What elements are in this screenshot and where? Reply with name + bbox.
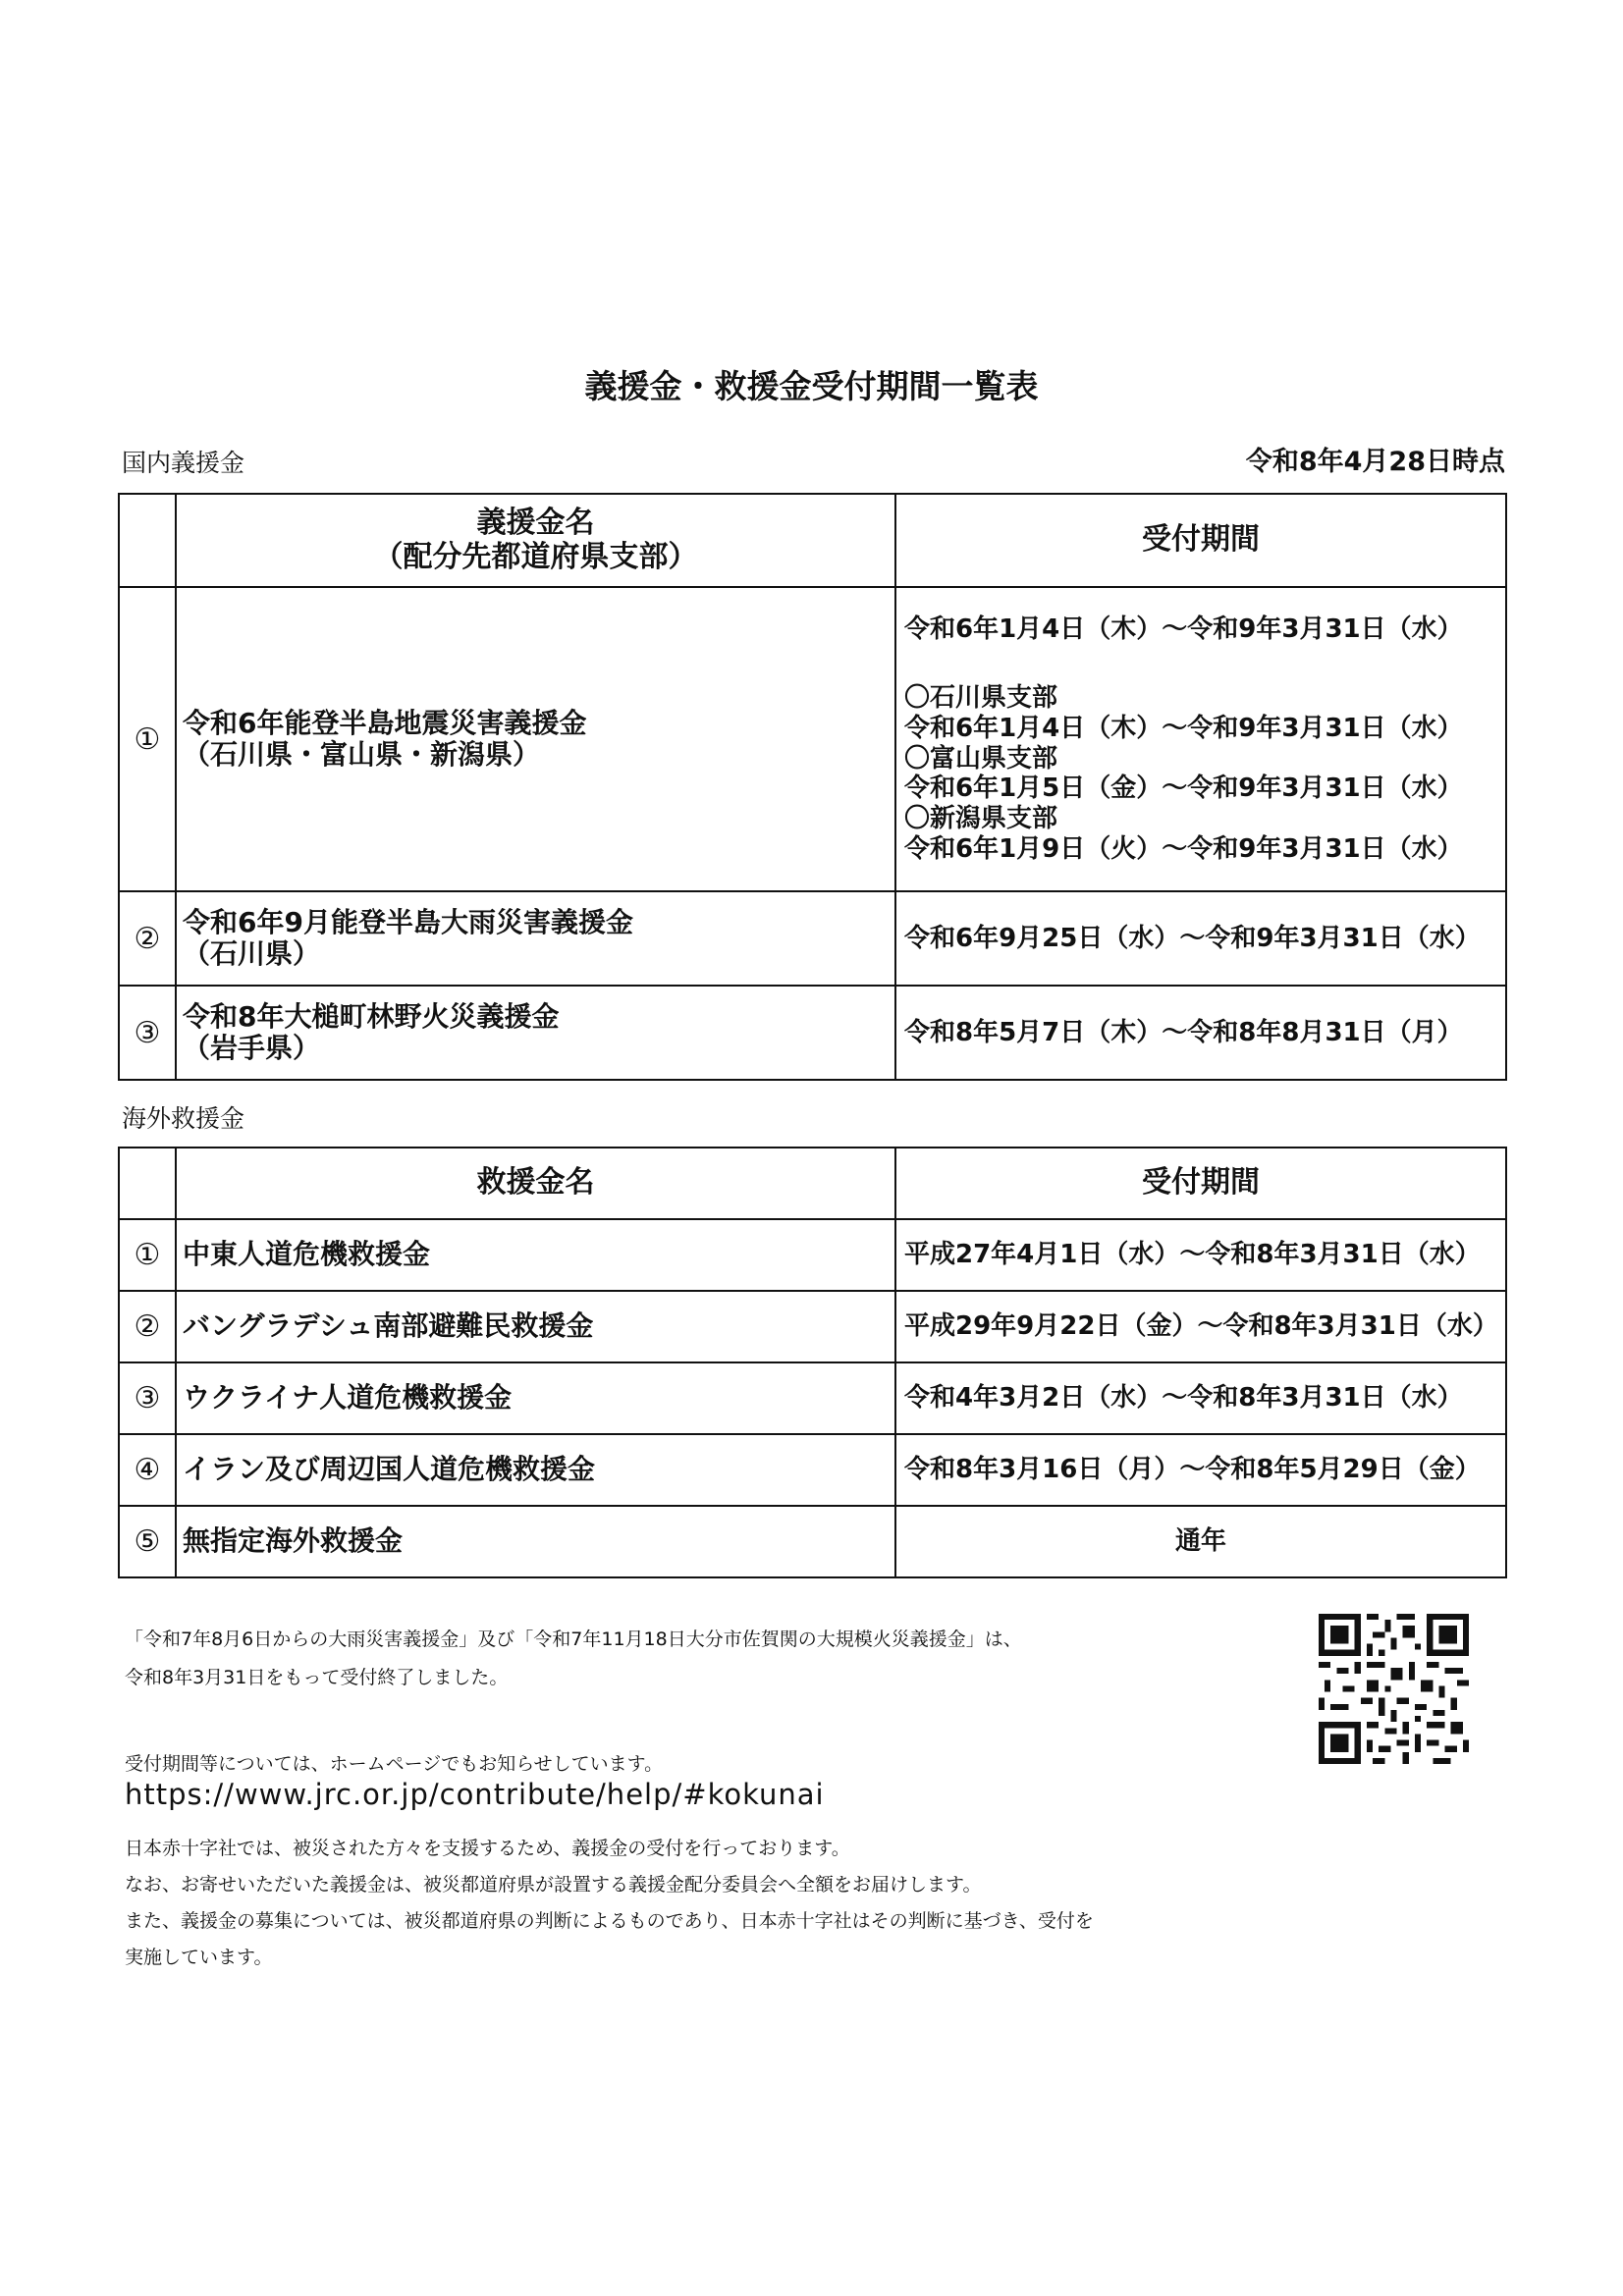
overseas-section-label: 海外救援金 xyxy=(122,1104,245,1133)
qr-code-icon[interactable] xyxy=(1319,1614,1469,1764)
fund-name-cell xyxy=(176,986,895,1080)
fund-name: 令和6年能登半島地震災害義援金 xyxy=(183,706,587,739)
fund-name: イラン及び周辺国人道危機救援金 xyxy=(176,1434,895,1506)
homepage-notice: 受付期間等については、ホームページでもお知らせしています。 xyxy=(125,1753,664,1775)
header-num-cell xyxy=(119,494,176,587)
fund-region: （石川県） xyxy=(183,937,321,970)
fund-name: 無指定海外救援金 xyxy=(176,1506,895,1577)
table-row xyxy=(119,587,1506,891)
footer-line3: また、義援金の募集については、被災都道府県の判断によるものであり、日本赤十字社はその判断に基づき、受付を xyxy=(125,1910,1094,1932)
fund-region: （岩手県） xyxy=(183,1032,321,1064)
domestic-header-row xyxy=(119,494,1506,587)
fund-region: （石川県・富山県・新潟県） xyxy=(183,738,541,771)
branch-label-toyama: 〇富山県支部 xyxy=(904,743,1058,774)
branch-period-niigata: 令和6年1月9日（火）～令和9年3月31日（水） xyxy=(904,833,1463,864)
closed-notice-line2: 令和8年3月31日をもって受付終了しました。 xyxy=(125,1667,509,1688)
branch-label-ishikawa: 〇石川県支部 xyxy=(904,683,1058,714)
period-cell: 平成27年4月1日（水）～令和8年3月31日（水） xyxy=(895,1219,1506,1291)
row-number: ③ xyxy=(119,986,176,1080)
fund-name: 中東人道危機救援金 xyxy=(176,1219,895,1291)
period-main: 令和6年1月4日（木）～令和9年3月31日（水） xyxy=(904,614,1463,644)
row-number: ② xyxy=(119,891,176,986)
as-of-date: 令和8年4月28日時点 xyxy=(1245,447,1505,477)
fund-name: 令和6年9月能登半島大雨災害義援金 xyxy=(183,905,633,938)
header-name-line2: （配分先都道府県支部） xyxy=(373,539,698,574)
domestic-section-label: 国内義援金 xyxy=(122,449,245,477)
period-cell: 令和8年5月7日（木）～令和8年8月31日（月） xyxy=(895,986,1506,1080)
homepage-link[interactable]: https://www.jrc.or.jp/contribute/help/#kokunai xyxy=(125,1778,825,1811)
footer-line1: 日本赤十字社では、被災された方々を支援するため、義援金の受付を行っております。 xyxy=(125,1838,850,1859)
header-name-cell: 救援金名 xyxy=(176,1148,895,1219)
row-number: ⑤ xyxy=(119,1506,176,1577)
footer-line4: 実施しています。 xyxy=(125,1947,273,1968)
overseas-header-row xyxy=(119,1148,1506,1219)
table-row xyxy=(119,1434,1506,1506)
table-row xyxy=(119,1506,1506,1577)
fund-name: ウクライナ人道危機救援金 xyxy=(176,1362,895,1434)
header-name-line1: 義援金名 xyxy=(476,506,595,540)
table-row xyxy=(119,986,1506,1080)
row-number: ② xyxy=(119,1291,176,1362)
domestic-table xyxy=(118,493,1507,1081)
table-row xyxy=(119,891,1506,986)
header-num-cell xyxy=(119,1148,176,1219)
table-row xyxy=(119,1219,1506,1291)
row-number: ① xyxy=(119,1219,176,1291)
fund-name-cell xyxy=(176,587,895,891)
header-period-cell: 受付期間 xyxy=(895,494,1506,587)
row-number: ③ xyxy=(119,1362,176,1434)
period-cell: 平成29年9月22日（金）～令和8年3月31日（水） xyxy=(895,1291,1506,1362)
fund-name: バングラデシュ南部避難民救援金 xyxy=(176,1291,895,1362)
period-cell: 令和8年3月16日（月）～令和8年5月29日（金） xyxy=(895,1434,1506,1506)
page-title: 義援金・救援金受付期間一覧表 xyxy=(584,367,1039,405)
branch-period-ishikawa: 令和6年1月4日（木）～令和9年3月31日（水） xyxy=(904,713,1463,743)
period-cell: 令和6年9月25日（水）～令和9年3月31日（水） xyxy=(895,891,1506,986)
table-row xyxy=(119,1291,1506,1362)
closed-notice-line1: 「令和7年8月6日からの大雨災害義援金」及び「令和7年11月18日大分市佐賀関の大規模火災義援金」は、 xyxy=(125,1629,1022,1650)
fund-name-cell xyxy=(176,891,895,986)
header-name-cell xyxy=(176,494,895,587)
footer-line2: なお、お寄せいただいた義援金は、被災都道府県が設置する義援金配分委員会へ全額をお届けします。 xyxy=(125,1874,982,1896)
period-cell: 通年 xyxy=(895,1506,1506,1577)
header-period-cell: 受付期間 xyxy=(895,1148,1506,1219)
row-number: ① xyxy=(119,587,176,891)
period-cell xyxy=(895,587,1506,891)
table-row xyxy=(119,1362,1506,1434)
branch-label-niigata: 〇新潟県支部 xyxy=(904,804,1058,833)
row-number: ④ xyxy=(119,1434,176,1506)
period-cell: 令和4年3月2日（水）～令和8年3月31日（水） xyxy=(895,1362,1506,1434)
overseas-table xyxy=(118,1147,1507,1578)
fund-name: 令和8年大槌町林野火災義援金 xyxy=(183,999,560,1033)
branch-period-toyama: 令和6年1月5日（金）～令和9年3月31日（水） xyxy=(904,774,1463,804)
